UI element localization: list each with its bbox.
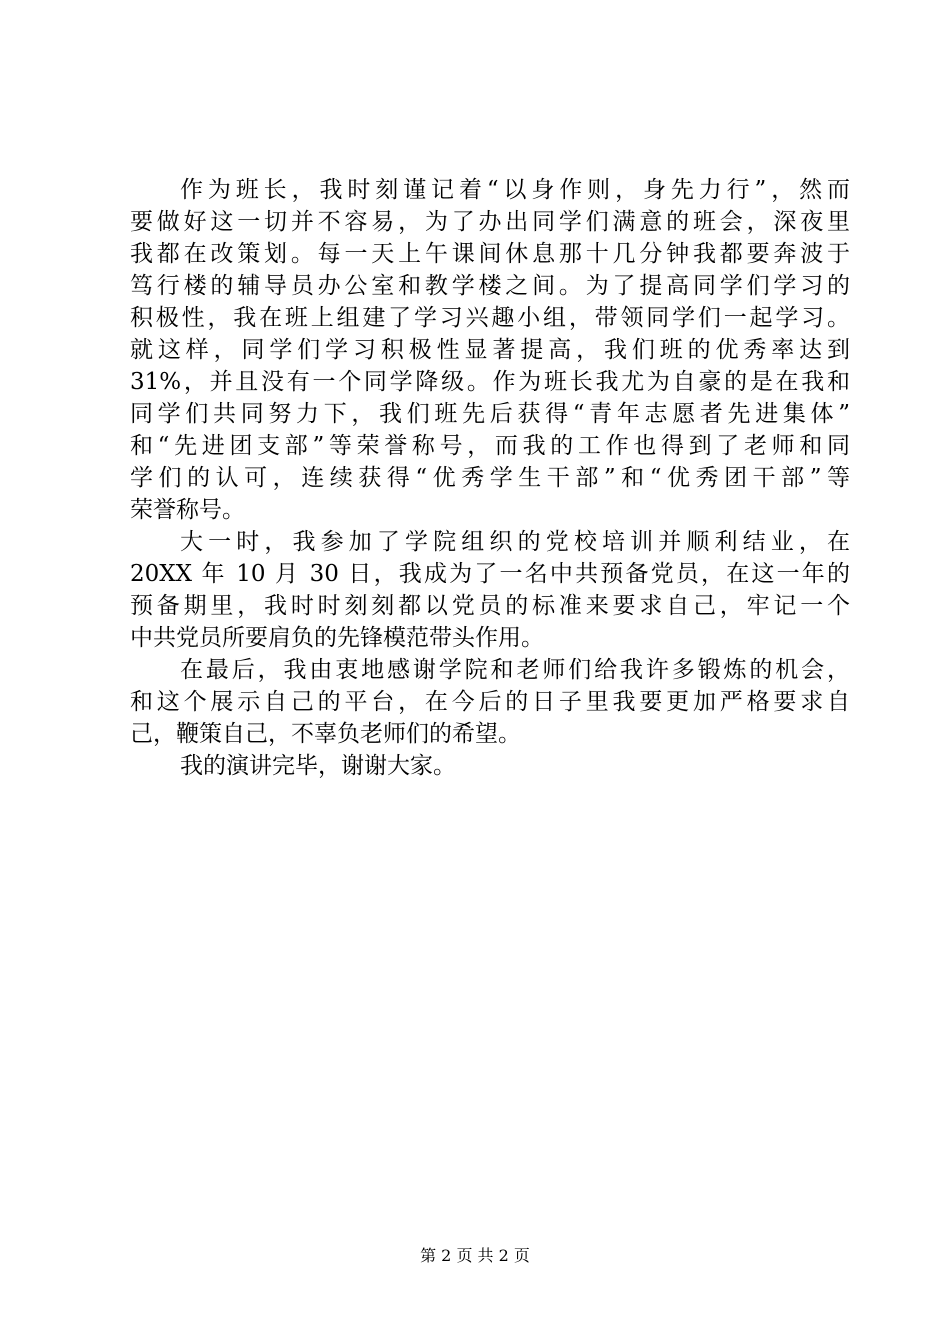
text-line: 荣誉称号。 [130,497,245,523]
text-line: 同学们共同努力下，我们班先后获得“青年志愿者先进集体” [130,401,850,427]
text-line: 我的演讲完毕，谢谢大家。 [180,753,456,779]
text-line: 中共党员所要肩负的先锋模范带头作用。 [130,625,544,651]
paragraph-thanks [130,654,850,750]
paragraph-party-school [130,526,850,654]
text-line: 和这个展示自己的平台，在今后的日子里我要更加严格要求自 [130,689,850,715]
text-line: 大一时，我参加了学院组织的党校培训并顺利结业，在 [180,529,850,555]
text-line: 在最后，我由衷地感谢学院和老师们给我许多锻炼的机会， [180,657,850,683]
text-line: 要做好这一切并不容易，为了办出同学们满意的班会，深夜里 [130,209,850,235]
paragraph-closing [130,750,850,782]
text-line: 积极性，我在班上组建了学习兴趣小组，带领同学们一起学习。 [130,305,850,331]
text-line: 和“先进团支部”等荣誉称号，而我的工作也得到了老师和同 [130,433,850,459]
text-line: 就这样，同学们学习积极性显著提高，我们班的优秀率达到 [130,337,850,363]
paragraph-class-monitor [130,174,850,526]
text-line: 作为班长，我时刻谨记着“以身作则，身先力行”，然而 [180,177,850,203]
text-line: 预备期里，我时时刻刻都以党员的标准来要求自己，牢记一个 [130,593,850,619]
text-line: 己，鞭策自己，不辜负老师们的希望。 [130,721,521,747]
document-body [130,174,850,782]
text-line: 20XX 年 10 月 30 日，我成为了一名中共预备党员，在这一年的 [130,561,850,587]
text-line: 笃行楼的辅导员办公室和教学楼之间。为了提高同学们学习的 [130,273,850,299]
text-line: 学们的认可，连续获得“优秀学生干部”和“优秀团干部”等 [130,465,850,491]
text-line: 31%，并且没有一个同学降级。作为班长我尤为自豪的是在我和 [130,369,850,395]
text-line: 我都在改策划。每一天上午课间休息那十几分钟我都要奔波于 [130,241,850,267]
page-number-footer: 第 2 页 共 2 页 [420,1246,530,1265]
